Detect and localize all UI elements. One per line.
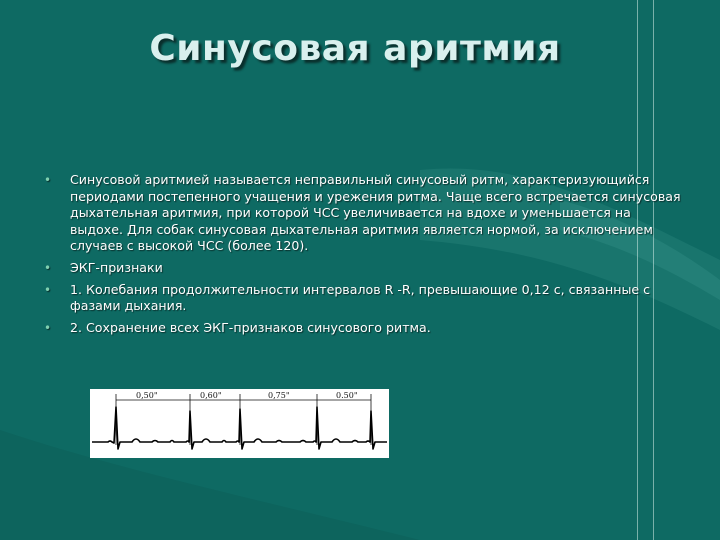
ecg-waveform: [92, 407, 387, 449]
bullet-marker: •: [44, 282, 52, 297]
bullet-list: [44, 172, 684, 341]
bullet-marker: •: [44, 320, 52, 335]
ecg-trace: [90, 389, 389, 458]
bullet-text: Синусовой аритмией называется неправильный синусовый ритм, характеризующийся периодами постепенного учащения и урежения ритма. Чаще всего встречается синусовая дыхательная аритмия, при которой ЧСС увеличивается на вдохе и уменьшается на выдохе. Для собак синусовая дыхательная аритмия является нормой, за исключением случаев с высокой ЧСС (более 120).: [70, 172, 681, 254]
bullet-text: ЭКГ-признаки: [70, 259, 163, 275]
bullet-item: [44, 172, 684, 255]
bullet-text: 1. Колебания продолжительности интервалов R -R, превышающие 0,12 с, связанные с фазами дыхания.: [70, 281, 651, 314]
slide-title: Синусовая аритмия: [149, 28, 561, 69]
interval-label: 0.50": [336, 391, 358, 400]
ecg-figure: [90, 389, 389, 458]
interval-label: 0,75": [268, 391, 290, 400]
bullet-marker: •: [44, 173, 52, 187]
bullet-item: [44, 260, 684, 277]
bullet-item: [44, 320, 684, 337]
bullet-item: [44, 282, 684, 315]
interval-label: 0,60": [200, 391, 222, 400]
bullet-text: 2. Сохранение всех ЭКГ-признаков синусового ритма.: [70, 319, 431, 335]
bullet-marker: •: [44, 260, 52, 275]
interval-label: 0,50": [136, 391, 158, 400]
